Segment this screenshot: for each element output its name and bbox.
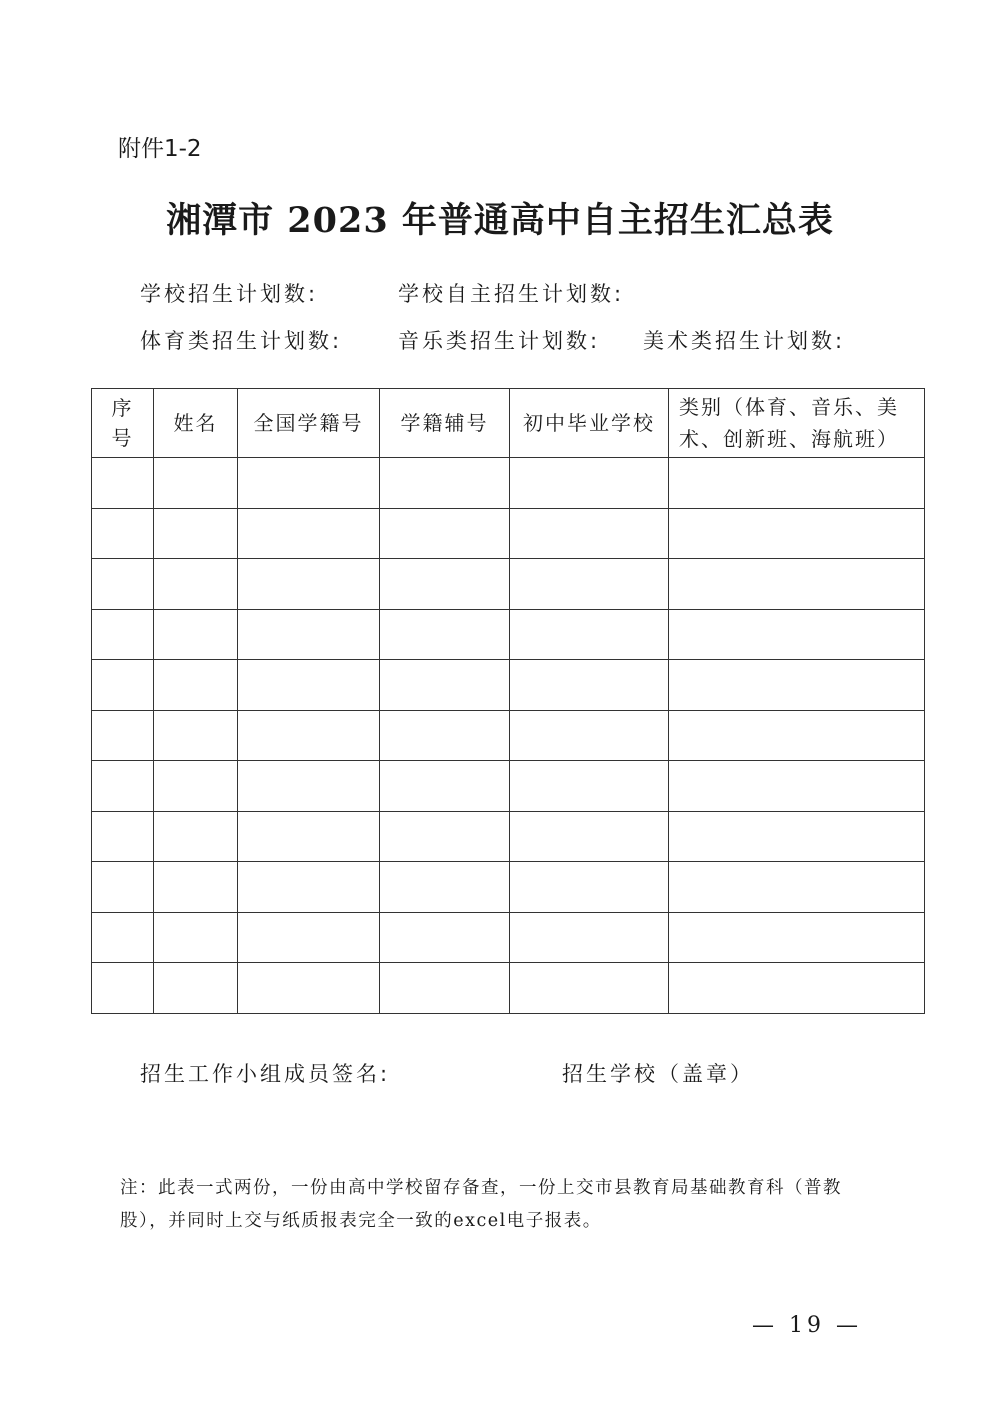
- header-category-line1: 类别（体育、音乐、美: [679, 395, 899, 419]
- table-cell[interactable]: [238, 660, 380, 711]
- table-row: [92, 710, 925, 761]
- table-row: [92, 559, 925, 610]
- header-national-student-id: 全国学籍号: [238, 389, 380, 458]
- table-cell[interactable]: [510, 609, 669, 660]
- table-cell[interactable]: [380, 912, 510, 963]
- table-cell[interactable]: [380, 761, 510, 812]
- table-cell[interactable]: [380, 458, 510, 509]
- table-row: [92, 811, 925, 862]
- table-cell[interactable]: [92, 761, 154, 812]
- school-seal-label: 招生学校（盖章）: [562, 1062, 754, 1086]
- table-cell[interactable]: [92, 912, 154, 963]
- table-cell[interactable]: [92, 559, 154, 610]
- table-row: [92, 963, 925, 1014]
- table-cell[interactable]: [238, 508, 380, 559]
- table-cell[interactable]: [92, 458, 154, 509]
- table-cell[interactable]: [238, 912, 380, 963]
- header-serial-no: [92, 389, 154, 458]
- art-plan-field: 美术类招生计划数:: [643, 329, 846, 353]
- school-self-plan-field: 学校自主招生计划数:: [398, 282, 625, 306]
- music-plan-field: 音乐类招生计划数:: [398, 329, 601, 353]
- table-cell[interactable]: [510, 559, 669, 610]
- table-cell[interactable]: [669, 710, 925, 761]
- table-cell[interactable]: [154, 458, 238, 509]
- table-cell[interactable]: [669, 761, 925, 812]
- table-cell[interactable]: [380, 710, 510, 761]
- table-cell[interactable]: [669, 559, 925, 610]
- table-row: [92, 761, 925, 812]
- table-cell[interactable]: [380, 811, 510, 862]
- header-category-line2: 术、创新班、海航班）: [679, 427, 899, 451]
- table-row: [92, 912, 925, 963]
- table-row: [92, 458, 925, 509]
- header-category: [669, 389, 925, 458]
- table-cell[interactable]: [510, 710, 669, 761]
- table-cell[interactable]: [238, 761, 380, 812]
- table-cell[interactable]: [154, 862, 238, 913]
- table-cell[interactable]: [380, 963, 510, 1014]
- table-cell[interactable]: [669, 660, 925, 711]
- table-cell[interactable]: [154, 761, 238, 812]
- table-cell[interactable]: [154, 710, 238, 761]
- table-cell[interactable]: [238, 609, 380, 660]
- table-row: [92, 862, 925, 913]
- table-cell[interactable]: [380, 609, 510, 660]
- table-cell[interactable]: [510, 458, 669, 509]
- header-serial-line1: 序: [111, 396, 134, 420]
- table-cell[interactable]: [510, 811, 669, 862]
- header-junior-school: 初中毕业学校: [510, 389, 669, 458]
- table-cell[interactable]: [238, 963, 380, 1014]
- table-cell[interactable]: [238, 710, 380, 761]
- table-header-row: [92, 389, 925, 458]
- table-cell[interactable]: [92, 508, 154, 559]
- footnote: [120, 1172, 890, 1238]
- table-cell[interactable]: [510, 963, 669, 1014]
- table-cell[interactable]: [510, 761, 669, 812]
- footnote-line1: 注：此表一式两份，一份由高中学校留存备查，一份上交市县教育局基础教育科（普教: [120, 1178, 842, 1198]
- table-cell[interactable]: [238, 458, 380, 509]
- enrollment-summary-table: [91, 388, 925, 1014]
- table-cell[interactable]: [380, 862, 510, 913]
- table-cell[interactable]: [380, 559, 510, 610]
- table-cell[interactable]: [238, 811, 380, 862]
- members-signature-label: 招生工作小组成员签名:: [140, 1062, 391, 1086]
- table-cell[interactable]: [669, 458, 925, 509]
- table-cell[interactable]: [92, 811, 154, 862]
- table-cell[interactable]: [669, 811, 925, 862]
- page-number: — 19 —: [752, 1313, 862, 1338]
- header-name: 姓名: [154, 389, 238, 458]
- table-cell[interactable]: [669, 508, 925, 559]
- table-cell[interactable]: [669, 609, 925, 660]
- school-plan-field: 学校招生计划数:: [140, 282, 319, 306]
- table-cell[interactable]: [154, 912, 238, 963]
- table-cell[interactable]: [92, 963, 154, 1014]
- table-cell[interactable]: [510, 660, 669, 711]
- table-row: [92, 609, 925, 660]
- document-title: 湘潭市 2023 年普通高中自主招生汇总表: [166, 200, 834, 241]
- table-cell[interactable]: [154, 963, 238, 1014]
- table-cell[interactable]: [154, 609, 238, 660]
- table-cell[interactable]: [380, 508, 510, 559]
- table-cell[interactable]: [669, 912, 925, 963]
- attachment-label: 附件1-2: [118, 136, 202, 162]
- table-cell[interactable]: [154, 660, 238, 711]
- table-cell[interactable]: [154, 811, 238, 862]
- table-cell[interactable]: [238, 559, 380, 610]
- table-cell[interactable]: [154, 559, 238, 610]
- header-serial-line2: 号: [111, 426, 134, 450]
- table-cell[interactable]: [669, 963, 925, 1014]
- header-student-aux-id: 学籍辅号: [380, 389, 510, 458]
- table-cell[interactable]: [154, 508, 238, 559]
- table-cell[interactable]: [92, 862, 154, 913]
- footnote-line2: 股），并同时上交与纸质报表完全一致的excel电子报表。: [120, 1211, 602, 1231]
- table-cell[interactable]: [238, 862, 380, 913]
- table-cell[interactable]: [510, 862, 669, 913]
- table-cell[interactable]: [380, 660, 510, 711]
- sports-plan-field: 体育类招生计划数:: [140, 329, 343, 353]
- table-cell[interactable]: [92, 609, 154, 660]
- table-cell[interactable]: [92, 660, 154, 711]
- table-row: [92, 508, 925, 559]
- table-cell[interactable]: [92, 710, 154, 761]
- table-cell[interactable]: [510, 912, 669, 963]
- table-cell[interactable]: [669, 862, 925, 913]
- table-cell[interactable]: [510, 508, 669, 559]
- table-row: [92, 660, 925, 711]
